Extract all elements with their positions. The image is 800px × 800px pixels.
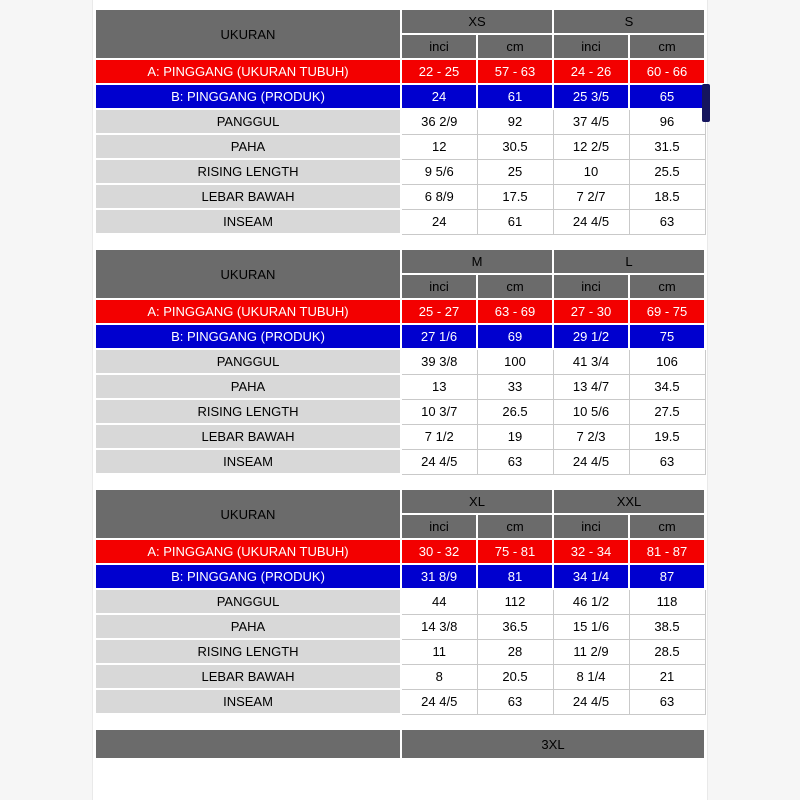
unit-header-cell: cm xyxy=(477,274,553,299)
value-cell: 100 xyxy=(477,349,553,374)
value-cell: 24 4/5 xyxy=(553,689,629,714)
value-cell: 106 xyxy=(629,349,705,374)
size-table xyxy=(94,8,706,235)
table-row xyxy=(95,639,705,664)
value-cell: 41 3/4 xyxy=(553,349,629,374)
value-cell: 24 4/5 xyxy=(401,689,477,714)
value-cell: 61 xyxy=(477,209,553,234)
value-cell: 8 1/4 xyxy=(553,664,629,689)
table-row xyxy=(95,539,705,564)
value-cell: 60 - 66 xyxy=(629,59,705,84)
unit-header-cell: inci xyxy=(553,34,629,59)
table-header-row xyxy=(95,729,705,759)
size-header-cell: S xyxy=(553,9,705,34)
value-cell: 28.5 xyxy=(629,639,705,664)
value-cell: 29 1/2 xyxy=(553,324,629,349)
value-cell: 27 1/6 xyxy=(401,324,477,349)
value-cell: 25 3/5 xyxy=(553,84,629,109)
value-cell: 26.5 xyxy=(477,399,553,424)
value-cell: 46 1/2 xyxy=(553,589,629,614)
row-label-cell: B: PINGGANG (PRODUK) xyxy=(95,324,401,349)
corner-header-cell xyxy=(95,729,401,759)
row-label-cell: LEBAR BAWAH xyxy=(95,424,401,449)
size-header-cell: 3XL xyxy=(401,729,705,759)
row-label-cell: INSEAM xyxy=(95,689,401,714)
row-label-cell: RISING LENGTH xyxy=(95,639,401,664)
value-cell: 96 xyxy=(629,109,705,134)
value-cell: 81 - 87 xyxy=(629,539,705,564)
table-row xyxy=(95,299,705,324)
value-cell: 63 xyxy=(629,209,705,234)
value-cell: 25 - 27 xyxy=(401,299,477,324)
table-row xyxy=(95,184,705,209)
size-tables-container xyxy=(93,8,707,715)
table-row xyxy=(95,84,705,109)
value-cell: 57 - 63 xyxy=(477,59,553,84)
value-cell: 13 xyxy=(401,374,477,399)
value-cell: 24 xyxy=(401,209,477,234)
value-cell: 33 xyxy=(477,374,553,399)
table-row xyxy=(95,109,705,134)
table-row xyxy=(95,614,705,639)
value-cell: 24 xyxy=(401,84,477,109)
table-row xyxy=(95,374,705,399)
size-header-cell: M xyxy=(401,249,553,274)
value-cell: 7 2/3 xyxy=(553,424,629,449)
value-cell: 61 xyxy=(477,84,553,109)
value-cell: 28 xyxy=(477,639,553,664)
table-row xyxy=(95,349,705,374)
value-cell: 24 4/5 xyxy=(401,449,477,474)
value-cell: 7 1/2 xyxy=(401,424,477,449)
size-table xyxy=(94,488,706,715)
row-label-cell: INSEAM xyxy=(95,449,401,474)
table-row xyxy=(95,589,705,614)
value-cell: 25.5 xyxy=(629,159,705,184)
row-label-cell: PANGGUL xyxy=(95,109,401,134)
value-cell: 36 2/9 xyxy=(401,109,477,134)
value-cell: 38.5 xyxy=(629,614,705,639)
value-cell: 17.5 xyxy=(477,184,553,209)
value-cell: 22 - 25 xyxy=(401,59,477,84)
value-cell: 34.5 xyxy=(629,374,705,399)
value-cell: 87 xyxy=(629,564,705,589)
unit-header-cell: cm xyxy=(629,514,705,539)
unit-header-cell: inci xyxy=(401,34,477,59)
value-cell: 19.5 xyxy=(629,424,705,449)
unit-header-cell: inci xyxy=(401,274,477,299)
value-cell: 15 1/6 xyxy=(553,614,629,639)
table-header-row xyxy=(95,489,705,514)
table-row xyxy=(95,664,705,689)
value-cell: 69 xyxy=(477,324,553,349)
value-cell: 12 2/5 xyxy=(553,134,629,159)
value-cell: 65 xyxy=(629,84,705,109)
value-cell: 112 xyxy=(477,589,553,614)
table-row xyxy=(95,689,705,714)
table-row xyxy=(95,59,705,84)
value-cell: 31.5 xyxy=(629,134,705,159)
row-label-cell: PANGGUL xyxy=(95,349,401,374)
value-cell: 30.5 xyxy=(477,134,553,159)
value-cell: 14 3/8 xyxy=(401,614,477,639)
value-cell: 7 2/7 xyxy=(553,184,629,209)
table-header-row xyxy=(95,9,705,34)
value-cell: 27.5 xyxy=(629,399,705,424)
row-label-cell: RISING LENGTH xyxy=(95,159,401,184)
value-cell: 34 1/4 xyxy=(553,564,629,589)
unit-header-cell: inci xyxy=(401,514,477,539)
size-header-cell: L xyxy=(553,249,705,274)
value-cell: 92 xyxy=(477,109,553,134)
value-cell: 21 xyxy=(629,664,705,689)
table-row xyxy=(95,424,705,449)
value-cell: 36.5 xyxy=(477,614,553,639)
value-cell: 8 xyxy=(401,664,477,689)
table-row xyxy=(95,134,705,159)
size-header-cell: XXL xyxy=(553,489,705,514)
row-label-cell: A: PINGGANG (UKURAN TUBUH) xyxy=(95,299,401,324)
value-cell: 39 3/8 xyxy=(401,349,477,374)
table-row xyxy=(95,159,705,184)
corner-header-cell: UKURAN xyxy=(95,9,401,59)
table-row xyxy=(95,399,705,424)
scrollbar-thumb[interactable] xyxy=(702,84,710,122)
unit-header-cell: cm xyxy=(629,34,705,59)
value-cell: 6 8/9 xyxy=(401,184,477,209)
size-table xyxy=(94,248,706,475)
unit-header-cell: inci xyxy=(553,274,629,299)
corner-header-cell: UKURAN xyxy=(95,249,401,299)
row-label-cell: PAHA xyxy=(95,374,401,399)
value-cell: 11 2/9 xyxy=(553,639,629,664)
value-cell: 9 5/6 xyxy=(401,159,477,184)
value-cell: 37 4/5 xyxy=(553,109,629,134)
value-cell: 69 - 75 xyxy=(629,299,705,324)
value-cell: 30 - 32 xyxy=(401,539,477,564)
value-cell: 24 4/5 xyxy=(553,209,629,234)
value-cell: 44 xyxy=(401,589,477,614)
row-label-cell: B: PINGGANG (PRODUK) xyxy=(95,84,401,109)
value-cell: 11 xyxy=(401,639,477,664)
table-row xyxy=(95,564,705,589)
value-cell: 81 xyxy=(477,564,553,589)
value-cell: 18.5 xyxy=(629,184,705,209)
value-cell: 24 4/5 xyxy=(553,449,629,474)
value-cell: 10 xyxy=(553,159,629,184)
corner-header-cell: UKURAN xyxy=(95,489,401,539)
value-cell: 31 8/9 xyxy=(401,564,477,589)
row-label-cell: A: PINGGANG (UKURAN TUBUH) xyxy=(95,539,401,564)
table-row xyxy=(95,209,705,234)
value-cell: 75 xyxy=(629,324,705,349)
value-cell: 63 - 69 xyxy=(477,299,553,324)
unit-header-cell: cm xyxy=(629,274,705,299)
value-cell: 20.5 xyxy=(477,664,553,689)
value-cell: 25 xyxy=(477,159,553,184)
value-cell: 75 - 81 xyxy=(477,539,553,564)
size-header-cell: XS xyxy=(401,9,553,34)
value-cell: 12 xyxy=(401,134,477,159)
row-label-cell: PANGGUL xyxy=(95,589,401,614)
value-cell: 19 xyxy=(477,424,553,449)
row-label-cell: PAHA xyxy=(95,614,401,639)
row-label-cell: INSEAM xyxy=(95,209,401,234)
row-label-cell: PAHA xyxy=(95,134,401,159)
value-cell: 32 - 34 xyxy=(553,539,629,564)
value-cell: 63 xyxy=(477,449,553,474)
value-cell: 63 xyxy=(629,449,705,474)
value-cell: 10 5/6 xyxy=(553,399,629,424)
value-cell: 24 - 26 xyxy=(553,59,629,84)
row-label-cell: A: PINGGANG (UKURAN TUBUH) xyxy=(95,59,401,84)
value-cell: 118 xyxy=(629,589,705,614)
unit-header-cell: inci xyxy=(553,514,629,539)
table-header-row xyxy=(95,249,705,274)
table-row xyxy=(95,324,705,349)
unit-header-cell: cm xyxy=(477,34,553,59)
value-cell: 63 xyxy=(477,689,553,714)
unit-header-cell: cm xyxy=(477,514,553,539)
value-cell: 10 3/7 xyxy=(401,399,477,424)
value-cell: 13 4/7 xyxy=(553,374,629,399)
row-label-cell: RISING LENGTH xyxy=(95,399,401,424)
row-label-cell: B: PINGGANG (PRODUK) xyxy=(95,564,401,589)
row-label-cell: LEBAR BAWAH xyxy=(95,184,401,209)
table-row xyxy=(95,449,705,474)
value-cell: 63 xyxy=(629,689,705,714)
partial-next-size-table xyxy=(94,728,706,760)
size-header-cell: XL xyxy=(401,489,553,514)
size-chart-page xyxy=(92,0,708,800)
row-label-cell: LEBAR BAWAH xyxy=(95,664,401,689)
value-cell: 27 - 30 xyxy=(553,299,629,324)
